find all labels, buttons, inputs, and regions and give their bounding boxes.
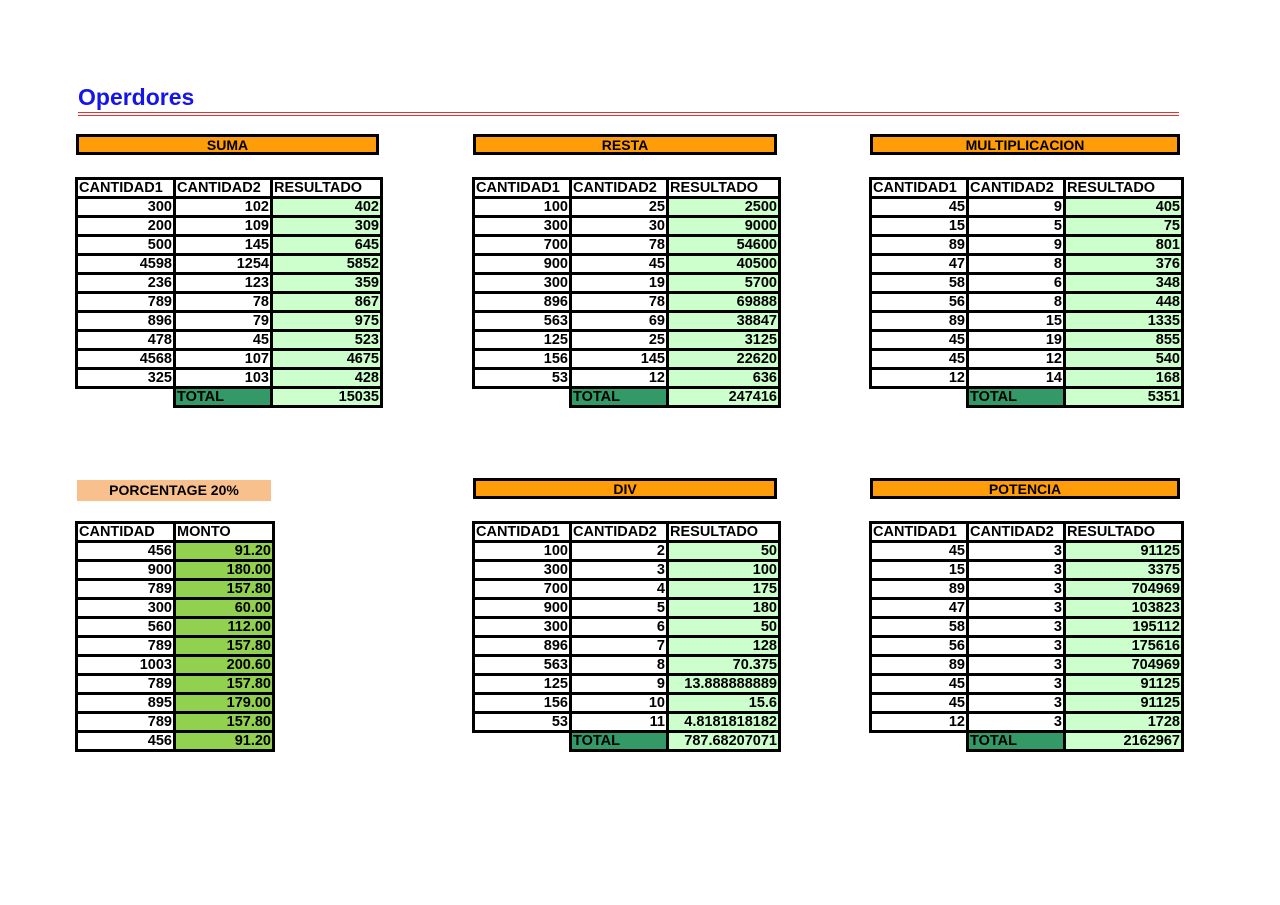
total-row xyxy=(871,388,1183,407)
cantidad1-cell: 300 xyxy=(474,618,571,637)
cantidad2-cell: 8 xyxy=(571,656,668,675)
table-row xyxy=(474,274,780,293)
cantidad2-cell: 3 xyxy=(968,561,1065,580)
table-row xyxy=(871,694,1183,713)
resultado-cell: 100 xyxy=(668,561,780,580)
cantidad1-cell: 900 xyxy=(474,255,571,274)
resultado-cell: 38847 xyxy=(668,312,780,331)
monto-cell: 157.80 xyxy=(175,637,274,656)
resultado-cell: 91125 xyxy=(1065,675,1183,694)
suma-table xyxy=(75,177,383,408)
table-row xyxy=(77,637,274,656)
table-row xyxy=(474,350,780,369)
cantidad1-cell: 15 xyxy=(871,217,968,236)
monto-cell: 60.00 xyxy=(175,599,274,618)
monto-cell: 200.60 xyxy=(175,656,274,675)
resultado-cell: 405 xyxy=(1065,198,1183,217)
cantidad1-cell: 45 xyxy=(871,542,968,561)
column-header-resultado: RESULTADO xyxy=(1065,179,1183,198)
cantidad2-cell: 9 xyxy=(571,675,668,694)
table-row xyxy=(474,217,780,236)
monto-cell: 179.00 xyxy=(175,694,274,713)
resultado-cell: 168 xyxy=(1065,369,1183,388)
cantidad1-cell: 56 xyxy=(871,293,968,312)
cantidad1-cell: 15 xyxy=(871,561,968,580)
table-row xyxy=(77,656,274,675)
cantidad1-cell: 125 xyxy=(474,675,571,694)
total-label: TOTAL xyxy=(968,388,1065,407)
cantidad1-cell: 300 xyxy=(474,561,571,580)
cantidad2-cell: 9 xyxy=(968,198,1065,217)
cantidad2-cell: 109 xyxy=(175,217,272,236)
header-row xyxy=(77,179,382,198)
div-banner: DIV xyxy=(473,478,777,499)
resultado-cell: 40500 xyxy=(668,255,780,274)
resultado-cell: 128 xyxy=(668,637,780,656)
table-row xyxy=(474,293,780,312)
resultado-cell: 428 xyxy=(272,369,382,388)
cantidad1-cell: 156 xyxy=(474,350,571,369)
cantidad1-cell: 53 xyxy=(474,713,571,732)
cantidad2-cell: 145 xyxy=(571,350,668,369)
resultado-cell: 2500 xyxy=(668,198,780,217)
resultado-cell: 4.8181818182 xyxy=(668,713,780,732)
column-header-cantidad2: CANTIDAD2 xyxy=(571,179,668,198)
cantidad1-cell: 236 xyxy=(77,274,175,293)
cantidad1-cell: 478 xyxy=(77,331,175,350)
monto-cell: 91.20 xyxy=(175,732,274,751)
column-header-resultado: RESULTADO xyxy=(668,523,780,542)
column-header-cantidad: CANTIDAD xyxy=(77,523,175,542)
cantidad2-cell: 30 xyxy=(571,217,668,236)
total-row xyxy=(474,388,780,407)
cantidad2-cell: 3 xyxy=(968,694,1065,713)
column-header-resultado: RESULTADO xyxy=(272,179,382,198)
column-header-cantidad1: CANTIDAD1 xyxy=(871,523,968,542)
column-header-cantidad2: CANTIDAD2 xyxy=(571,523,668,542)
cantidad2-cell: 8 xyxy=(968,293,1065,312)
monto-cell: 180.00 xyxy=(175,561,274,580)
cantidad1-cell: 325 xyxy=(77,369,175,388)
cantidad2-cell: 107 xyxy=(175,350,272,369)
cantidad2-cell: 3 xyxy=(571,561,668,580)
cantidad1-cell: 4568 xyxy=(77,350,175,369)
resultado-cell: 704969 xyxy=(1065,656,1183,675)
header-row xyxy=(871,523,1183,542)
multiplicacion-table xyxy=(869,177,1184,408)
resultado-cell: 103823 xyxy=(1065,599,1183,618)
cantidad1-cell: 56 xyxy=(871,637,968,656)
table-row xyxy=(77,236,382,255)
cantidad2-cell: 3 xyxy=(968,599,1065,618)
cantidad1-cell: 4598 xyxy=(77,255,175,274)
cantidad1-cell: 45 xyxy=(871,198,968,217)
resultado-cell: 195112 xyxy=(1065,618,1183,637)
empty-cell xyxy=(871,388,968,407)
cantidad2-cell: 45 xyxy=(175,331,272,350)
cantidad-cell: 789 xyxy=(77,675,175,694)
column-header-resultado: RESULTADO xyxy=(1065,523,1183,542)
cantidad1-cell: 300 xyxy=(474,217,571,236)
column-header-resultado: RESULTADO xyxy=(668,179,780,198)
resultado-cell: 1335 xyxy=(1065,312,1183,331)
total-row xyxy=(474,732,780,751)
empty-cell xyxy=(474,732,571,751)
cantidad1-cell: 45 xyxy=(871,694,968,713)
cantidad2-cell: 12 xyxy=(571,369,668,388)
cantidad2-cell: 3 xyxy=(968,542,1065,561)
table-row xyxy=(871,255,1183,274)
potencia-banner: POTENCIA xyxy=(870,478,1180,499)
table-row xyxy=(474,599,780,618)
resultado-cell: 704969 xyxy=(1065,580,1183,599)
resultado-cell: 3125 xyxy=(668,331,780,350)
resultado-cell: 376 xyxy=(1065,255,1183,274)
cantidad2-cell: 8 xyxy=(968,255,1065,274)
table-row xyxy=(871,713,1183,732)
resultado-cell: 4675 xyxy=(272,350,382,369)
cantidad2-cell: 78 xyxy=(571,293,668,312)
cantidad2-cell: 5 xyxy=(968,217,1065,236)
total-value: 2162967 xyxy=(1065,732,1183,751)
resultado-cell: 359 xyxy=(272,274,382,293)
resultado-cell: 402 xyxy=(272,198,382,217)
cantidad2-cell: 3 xyxy=(968,656,1065,675)
resultado-cell: 975 xyxy=(272,312,382,331)
table-row xyxy=(474,312,780,331)
resultado-cell: 348 xyxy=(1065,274,1183,293)
table-row xyxy=(77,580,274,599)
div-table xyxy=(472,521,781,752)
resultado-cell: 13.888888889 xyxy=(668,675,780,694)
resultado-cell: 448 xyxy=(1065,293,1183,312)
table-row xyxy=(474,618,780,637)
title-underline xyxy=(78,112,1179,113)
total-label: TOTAL xyxy=(571,732,668,751)
resultado-cell: 645 xyxy=(272,236,382,255)
cantidad2-cell: 4 xyxy=(571,580,668,599)
table-row xyxy=(77,312,382,331)
resultado-cell: 50 xyxy=(668,542,780,561)
cantidad-cell: 789 xyxy=(77,637,175,656)
table-row xyxy=(77,369,382,388)
table-row xyxy=(871,217,1183,236)
column-header-cantidad1: CANTIDAD1 xyxy=(474,179,571,198)
resultado-cell: 91125 xyxy=(1065,694,1183,713)
column-header-monto: MONTO xyxy=(175,523,274,542)
table-row xyxy=(474,236,780,255)
cantidad1-cell: 89 xyxy=(871,656,968,675)
cantidad-cell: 900 xyxy=(77,561,175,580)
table-row xyxy=(77,198,382,217)
cantidad2-cell: 1254 xyxy=(175,255,272,274)
column-header-cantidad1: CANTIDAD1 xyxy=(871,179,968,198)
cantidad1-cell: 89 xyxy=(871,580,968,599)
resultado-cell: 3375 xyxy=(1065,561,1183,580)
cantidad2-cell: 45 xyxy=(571,255,668,274)
cantidad1-cell: 563 xyxy=(474,312,571,331)
page-title: Operdores xyxy=(78,84,195,110)
table-row xyxy=(77,350,382,369)
table-row xyxy=(77,274,382,293)
table-row xyxy=(77,542,274,561)
total-value: 247416 xyxy=(668,388,780,407)
resultado-cell: 15.6 xyxy=(668,694,780,713)
table-row xyxy=(474,561,780,580)
resultado-cell: 1728 xyxy=(1065,713,1183,732)
table-row xyxy=(871,236,1183,255)
total-label: TOTAL xyxy=(175,388,272,407)
cantidad1-cell: 45 xyxy=(871,331,968,350)
resta-banner: RESTA xyxy=(473,134,777,155)
table-row xyxy=(77,561,274,580)
total-value: 15035 xyxy=(272,388,382,407)
cantidad1-cell: 45 xyxy=(871,675,968,694)
cantidad2-cell: 2 xyxy=(571,542,668,561)
resultado-cell: 175 xyxy=(668,580,780,599)
table-row xyxy=(871,369,1183,388)
table-row xyxy=(871,675,1183,694)
cantidad1-cell: 53 xyxy=(474,369,571,388)
cantidad2-cell: 3 xyxy=(968,713,1065,732)
cantidad1-cell: 100 xyxy=(474,542,571,561)
table-row xyxy=(871,599,1183,618)
table-row xyxy=(474,675,780,694)
table-row xyxy=(871,274,1183,293)
total-value: 5351 xyxy=(1065,388,1183,407)
resultado-cell: 523 xyxy=(272,331,382,350)
table-row xyxy=(474,198,780,217)
resultado-cell: 91125 xyxy=(1065,542,1183,561)
cantidad1-cell: 12 xyxy=(871,713,968,732)
cantidad1-cell: 300 xyxy=(474,274,571,293)
cantidad1-cell: 58 xyxy=(871,274,968,293)
table-row xyxy=(474,713,780,732)
cantidad2-cell: 15 xyxy=(968,312,1065,331)
cantidad2-cell: 78 xyxy=(175,293,272,312)
cantidad2-cell: 145 xyxy=(175,236,272,255)
potencia-table xyxy=(869,521,1184,752)
header-row xyxy=(77,523,274,542)
table-row xyxy=(474,331,780,350)
cantidad-cell: 1003 xyxy=(77,656,175,675)
table-row xyxy=(474,255,780,274)
cantidad1-cell: 896 xyxy=(474,637,571,656)
table-row xyxy=(77,694,274,713)
cantidad-cell: 895 xyxy=(77,694,175,713)
monto-cell: 157.80 xyxy=(175,675,274,694)
cantidad2-cell: 103 xyxy=(175,369,272,388)
cantidad-cell: 300 xyxy=(77,599,175,618)
monto-cell: 157.80 xyxy=(175,713,274,732)
cantidad2-cell: 6 xyxy=(968,274,1065,293)
cantidad2-cell: 79 xyxy=(175,312,272,331)
cantidad2-cell: 3 xyxy=(968,675,1065,694)
cantidad1-cell: 47 xyxy=(871,599,968,618)
cantidad1-cell: 896 xyxy=(77,312,175,331)
resultado-cell: 50 xyxy=(668,618,780,637)
table-row xyxy=(77,331,382,350)
monto-cell: 157.80 xyxy=(175,580,274,599)
suma-banner: SUMA xyxy=(76,134,379,155)
cantidad2-cell: 102 xyxy=(175,198,272,217)
title-underline-secondary xyxy=(78,115,1179,116)
cantidad1-cell: 700 xyxy=(474,580,571,599)
resultado-cell: 9000 xyxy=(668,217,780,236)
table-row xyxy=(871,580,1183,599)
cantidad2-cell: 19 xyxy=(571,274,668,293)
cantidad2-cell: 11 xyxy=(571,713,668,732)
table-row xyxy=(474,580,780,599)
empty-cell xyxy=(871,732,968,751)
empty-cell xyxy=(77,388,175,407)
column-header-cantidad1: CANTIDAD1 xyxy=(474,523,571,542)
cantidad-cell: 560 xyxy=(77,618,175,637)
cantidad1-cell: 45 xyxy=(871,350,968,369)
table-row xyxy=(77,599,274,618)
cantidad-cell: 789 xyxy=(77,713,175,732)
total-value: 787.68207071 xyxy=(668,732,780,751)
total-row xyxy=(871,732,1183,751)
monto-cell: 91.20 xyxy=(175,542,274,561)
resultado-cell: 5852 xyxy=(272,255,382,274)
table-row xyxy=(77,217,382,236)
cantidad2-cell: 19 xyxy=(968,331,1065,350)
resultado-cell: 75 xyxy=(1065,217,1183,236)
table-row xyxy=(474,694,780,713)
cantidad1-cell: 563 xyxy=(474,656,571,675)
column-header-cantidad1: CANTIDAD1 xyxy=(77,179,175,198)
cantidad1-cell: 89 xyxy=(871,236,968,255)
table-row xyxy=(474,542,780,561)
header-row xyxy=(474,523,780,542)
monto-cell: 112.00 xyxy=(175,618,274,637)
table-row xyxy=(77,618,274,637)
cantidad2-cell: 123 xyxy=(175,274,272,293)
header-row xyxy=(474,179,780,198)
column-header-cantidad2: CANTIDAD2 xyxy=(968,523,1065,542)
cantidad1-cell: 58 xyxy=(871,618,968,637)
resultado-cell: 309 xyxy=(272,217,382,236)
header-row xyxy=(871,179,1183,198)
table-row xyxy=(871,350,1183,369)
table-row xyxy=(871,637,1183,656)
table-row xyxy=(77,293,382,312)
cantidad1-cell: 700 xyxy=(474,236,571,255)
table-row xyxy=(871,618,1183,637)
table-row xyxy=(871,331,1183,350)
resultado-cell: 70.375 xyxy=(668,656,780,675)
table-row xyxy=(871,293,1183,312)
total-label: TOTAL xyxy=(968,732,1065,751)
table-row xyxy=(77,732,274,751)
total-label: TOTAL xyxy=(571,388,668,407)
cantidad2-cell: 12 xyxy=(968,350,1065,369)
cantidad2-cell: 3 xyxy=(968,580,1065,599)
resultado-cell: 69888 xyxy=(668,293,780,312)
porcentaje-table xyxy=(75,521,275,752)
cantidad1-cell: 100 xyxy=(474,198,571,217)
cantidad2-cell: 25 xyxy=(571,198,668,217)
cantidad2-cell: 5 xyxy=(571,599,668,618)
column-header-cantidad2: CANTIDAD2 xyxy=(175,179,272,198)
table-row xyxy=(474,637,780,656)
cantidad2-cell: 78 xyxy=(571,236,668,255)
cantidad2-cell: 69 xyxy=(571,312,668,331)
table-row xyxy=(474,656,780,675)
resultado-cell: 867 xyxy=(272,293,382,312)
resultado-cell: 636 xyxy=(668,369,780,388)
resultado-cell: 180 xyxy=(668,599,780,618)
cantidad1-cell: 47 xyxy=(871,255,968,274)
table-row xyxy=(77,255,382,274)
cantidad-cell: 456 xyxy=(77,542,175,561)
resultado-cell: 855 xyxy=(1065,331,1183,350)
resultado-cell: 175616 xyxy=(1065,637,1183,656)
cantidad1-cell: 789 xyxy=(77,293,175,312)
cantidad1-cell: 500 xyxy=(77,236,175,255)
table-row xyxy=(474,369,780,388)
column-header-cantidad2: CANTIDAD2 xyxy=(968,179,1065,198)
cantidad2-cell: 9 xyxy=(968,236,1065,255)
table-row xyxy=(77,675,274,694)
cantidad-cell: 789 xyxy=(77,580,175,599)
resultado-cell: 54600 xyxy=(668,236,780,255)
resultado-cell: 5700 xyxy=(668,274,780,293)
resta-table xyxy=(472,177,781,408)
table-row xyxy=(871,542,1183,561)
cantidad1-cell: 89 xyxy=(871,312,968,331)
table-row xyxy=(871,198,1183,217)
cantidad1-cell: 200 xyxy=(77,217,175,236)
cantidad2-cell: 3 xyxy=(968,618,1065,637)
table-row xyxy=(77,713,274,732)
cantidad1-cell: 900 xyxy=(474,599,571,618)
cantidad2-cell: 25 xyxy=(571,331,668,350)
table-row xyxy=(871,656,1183,675)
cantidad1-cell: 12 xyxy=(871,369,968,388)
cantidad2-cell: 7 xyxy=(571,637,668,656)
cantidad2-cell: 10 xyxy=(571,694,668,713)
total-row xyxy=(77,388,382,407)
cantidad2-cell: 6 xyxy=(571,618,668,637)
empty-cell xyxy=(474,388,571,407)
table-row xyxy=(871,312,1183,331)
cantidad1-cell: 156 xyxy=(474,694,571,713)
cantidad1-cell: 896 xyxy=(474,293,571,312)
cantidad2-cell: 3 xyxy=(968,637,1065,656)
multiplicacion-banner: MULTIPLICACION xyxy=(870,134,1180,155)
table-row xyxy=(871,561,1183,580)
cantidad1-cell: 125 xyxy=(474,331,571,350)
cantidad-cell: 456 xyxy=(77,732,175,751)
cantidad2-cell: 14 xyxy=(968,369,1065,388)
porcentaje-banner: PORCENTAGE 20% xyxy=(77,480,271,501)
resultado-cell: 540 xyxy=(1065,350,1183,369)
cantidad1-cell: 300 xyxy=(77,198,175,217)
resultado-cell: 22620 xyxy=(668,350,780,369)
resultado-cell: 801 xyxy=(1065,236,1183,255)
